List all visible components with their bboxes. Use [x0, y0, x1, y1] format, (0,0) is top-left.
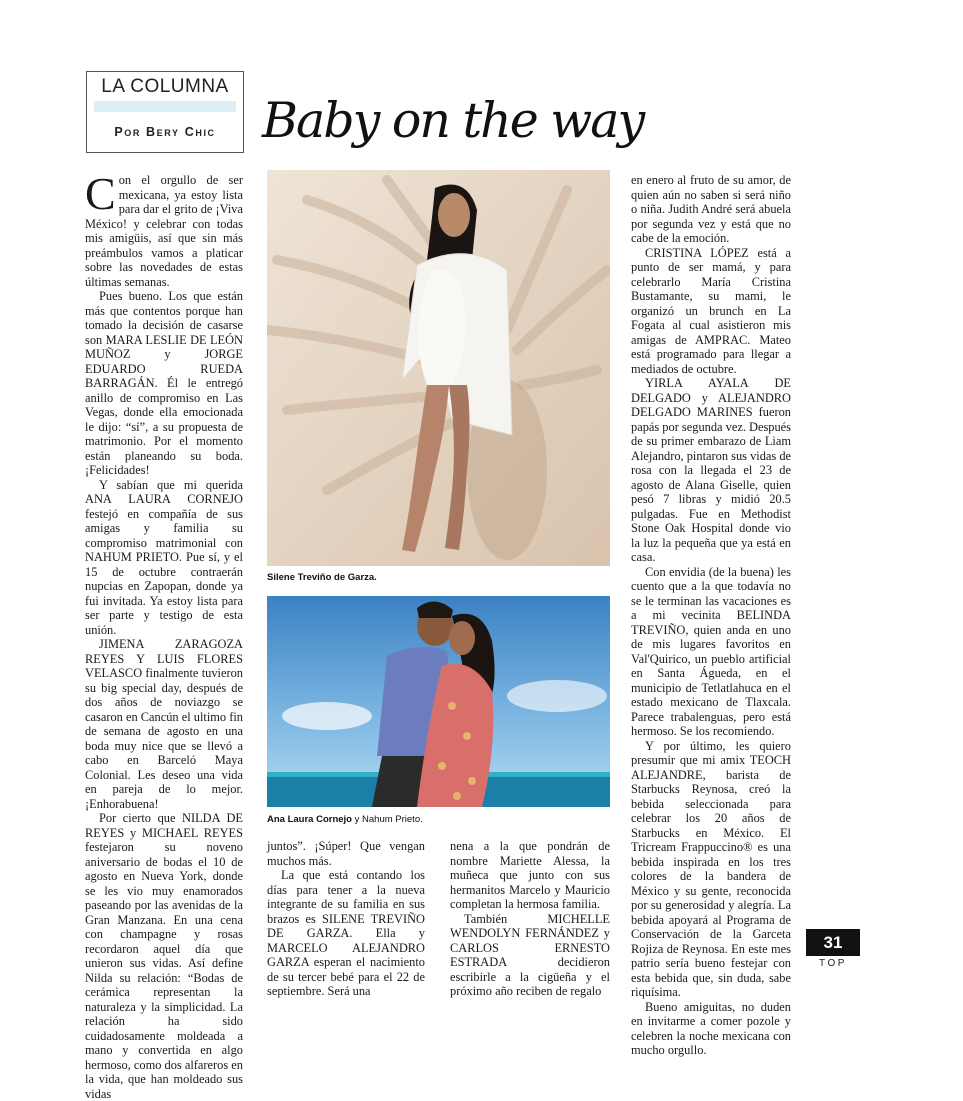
section-label: TOP: [819, 958, 847, 969]
paragraph: Y sabían que mi querida ANA LAURA CORNEJO festejó en compañía de sus amigas y familia su compromiso matrimonial con NAHUM PRIETO. Pue sí, y el 15 de octubre contraerán nupcias en Zapopan, donde ya fui invitada. Ya estoy lista para ser parte y testigo de esta unión.: [85, 477, 243, 637]
column-label-box: [86, 71, 244, 153]
paragraph: Con el orgullo de ser mexicana, ya estoy lista para dar el grito de ¡Viva México! y celebrar con todas mis amigüis, así que sin más preámbulos vamos a platicar sobre las novedades de estas últimas semanas.: [85, 168, 243, 289]
text-column-4: [631, 173, 791, 1058]
paragraph: JIMENA ZARAGOZA REYES Y LUIS FLORES VELASCO finalmente tuvieron su big special day, después de dos años de noviazgo se casaron en Cancún el ultimo fin de semana de agosto en una boda muy nice que se llevó a cabo en Barceló Maya Colonial. Les deseo una vida en pareja de lo mejor. ¡Enhorabuena!: [85, 637, 243, 811]
caption-rest: y Nahum Prieto.: [352, 814, 423, 825]
photo-pregnant-woman: [267, 170, 610, 566]
byline: Por Bery Chic: [114, 125, 216, 139]
photo-caption-bottom: [267, 814, 423, 825]
photo-engaged-couple: [267, 596, 610, 807]
paragraph: en enero al fruto de su amor, de quien aún no saben si será niño o niña. Judith André será abuela por segunda vez y está que no cabe de la emoción.: [631, 173, 791, 245]
paragraph: La que está contando los días para tener a la nueva integrante de su familia en sus brazos es SILENE TREVIÑO DE GARZA. Ella y MARCELO ALEJANDRO GARZA esperan el nacimiento de su tercer bebé para el 22 de septiembre. Será una: [267, 868, 425, 998]
paragraph: Y por último, les quiero presumir que mi amix TEOCH ALEJANDRE, barista de Starbucks Reynosa, creó la bebida seleccionada para celebrar los 20 años de Starbucks en México. El Tricream Frappuccino® es una bebida inspirada en los tres colores de la bandera de México y su gente, reconocida por su generosidad y alegría. La bebida apoyará al Programa de Conservación de la Garceta Rojiza de Reynosa. En este mes patrio sería bueno festejar con esta bebida que, sin duda, sabe riquísima.: [631, 738, 791, 999]
text-column-3: [450, 839, 610, 999]
page-number: 31: [806, 929, 860, 956]
paragraph: juntos”. ¡Súper! Que vengan muchos más.: [267, 839, 425, 868]
paragraph: También MICHELLE WENDOLYN FERNÁNDEZ y CARLOS ERNESTO ESTRADA decidieron escribirle a la cigüeña y el próximo año reciben de regalo: [450, 911, 610, 998]
caption-name: Ana Laura Cornejo: [267, 814, 352, 825]
paragraph: CRISTINA LÓPEZ está a punto de ser mamá, y para celebrarlo María Cristina Bustamante, su mami, le organizó un brunch en La Fogata al cual asistieron mis amigas de AMPRAC. Mateo está programado para llegar a mediados de octubre.: [631, 245, 791, 376]
paragraph: YIRLA AYALA DE DELGADO y ALEJANDRO DELGADO MARINES fueron papás por segunda vez. Después de su primer embarazo de Liam Alejandro, pintaron sus vidas de rosa con la llegada el 23 de agosto de Alana Giselle, quien pesó 7 libras y midió 20.5 pulgadas. Fue en Methodist Stone Oak Hospital donde vio la luz la pequeña que ya está en casa.: [631, 376, 792, 564]
paragraph: nena a la que pondrán de nombre Mariette Alessa, la muñeca que junto con sus hermanitos Marcelo y Mauricio completan la hermosa familia.: [450, 839, 610, 911]
paragraph: Pues bueno. Los que están más que contentos porque han tomado la decisión de casarse son MARA LESLIE DE LEÓN MUÑOZ y JORGE EDUARDO RUEDA BARRAGÁN. Él le entregó anillo de compromiso en Las Vegas, donde ella emocionada le dijo: “sí”, a su propuesta de matrimonio. Por el momento están planeando su boda. ¡Felicidades!: [85, 289, 243, 477]
portrait-image: [267, 170, 610, 566]
couple-image: [267, 596, 610, 807]
drop-cap: C: [85, 168, 116, 219]
paragraph: Por cierto que NILDA DE REYES y MICHAEL REYES festejaron su noveno aniversario de bodas el 10 de agosto en Nueva York, donde se les vio muy enamorados paseando por las avenidas de la Gran Manzana. En una cena con champagne y rosas recordaron aquel día que unieron sus vidas. Así define Nilda su relación: “Bodas de cerámica representan la naturaleza y la simplicidad. La relación ha sido cuidadosamente moldeada a mano y convertida en algo hermoso, como dos alfareros en la vida, que han moldeado sus vidas: [85, 811, 243, 1101]
kicker-underline-bar: [94, 101, 236, 112]
text-column-2: [267, 839, 425, 999]
paragraph: Con envidia (de la buena) les cuento que a la que todavía no se le terminan las vacaciones es a mi vecinita BELINDA TREVIÑO, quien anda en uno de mis lugares favoritos en Val'Quirico, un pueblo artificial en Santa Águeda, en el municipio de Tetlatlahuca en el estado mexicano de Tlaxcala. Parece trabalenguas, pero está hermoso. Se los recomiendo.: [631, 564, 791, 738]
paragraph: Bueno amiguitas, no duden en invitarme a comer pozole y celebren la noche mexicana con mucho orgullo.: [631, 999, 791, 1057]
photo-caption-top: Silene Treviño de Garza.: [267, 572, 377, 583]
column-kicker: LA COLUMNA: [101, 76, 229, 97]
text-column-1: [85, 168, 243, 1101]
headline: Baby on the way: [262, 92, 644, 149]
